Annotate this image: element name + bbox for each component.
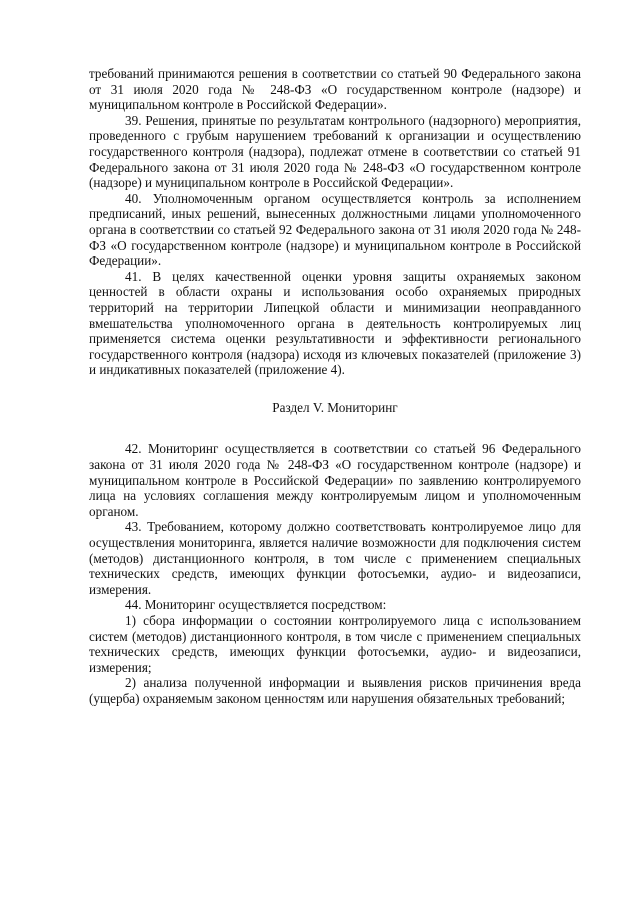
list-item-1: 1) сбора информации о состоянии контролируемого лица с использованием систем (методов) дистанционного контроля, в том числе с применением специальных технических средств, имеющих функции фотосъемки, аудио- и видеозаписи, измерения; [89,613,581,675]
document-page [89,66,581,707]
paragraph-39: 39. Решения, принятые по результатам контрольного (надзорного) мероприятия, проведенного с грубым нарушением требований к организации и осуществлению государственного контроля (надзора), подлежат отмене в соответствии со статьей 91 Федерального закона от 31 июля 2020 года № 248-ФЗ «О государственном контроле (надзоре) и муниципальном контроле в Российской Федерации». [89,112,581,191]
paragraph-43: 43. Требованием, которому должно соответствовать контролируемое лицо для осуществления мониторинга, является наличие возможности для подключения систем (методов) дистанционного контроля, в том числе с применением специальных технических средств, имеющих функции фотосъемки, аудио- и видеозаписи, измерения. [89,519,581,597]
paragraph-44: 44. Мониторинг осуществляется посредством: [125,597,387,613]
paragraph-40: 40. Уполномоченным органом осуществляется контроль за исполнением предписаний, иных решений, вынесенных должностными лицами уполномоченного органа в соответствии со статьей 92 Федерального закона от 31 июля 2020 года № 248-ФЗ «О государственном контроле (надзоре) и муниципальном контроле в Российской Федерации». [89,190,581,269]
section-heading: Раздел V. Мониторинг [272,399,398,415]
paragraph-42: 42. Мониторинг осуществляется в соответствии со статьей 96 Федерального закона от 31 июля 2020 года № 248-ФЗ «О государственном контроле (надзоре) и муниципальном контроле в Российской Федерации» по заявлению контролируемого лица на условиях соглашения между контролируемым лицом и уполномоченным органом. [89,441,581,519]
paragraph-41: 41. В целях качественной оценки уровня защиты охраняемых законом ценностей в области охраны и использования особо охраняемых природных территорий на территории Липецкой области и минимизации неоправданного вмешательства уполномоченного органа в деятельность контролируемых лиц применяется система оценки результативности и эффективности регионального государственного контроля (надзора) исходя из ключевых показателей (приложение 3) и индикативных показателей (приложение 4). [89,268,581,378]
list-item-2: 2) анализа полученной информации и выявления рисков причинения вреда (ущерба) охраняемым законом ценностям или нарушения обязательных требований; [89,675,581,706]
paragraph-continuation: требований принимаются решения в соответствии со статьей 90 Федерального закона от 31 июля 2020 года № 248-ФЗ «О государственном контроле (надзоре) и муниципальном контроле в Российской Федерации». [89,66,581,113]
